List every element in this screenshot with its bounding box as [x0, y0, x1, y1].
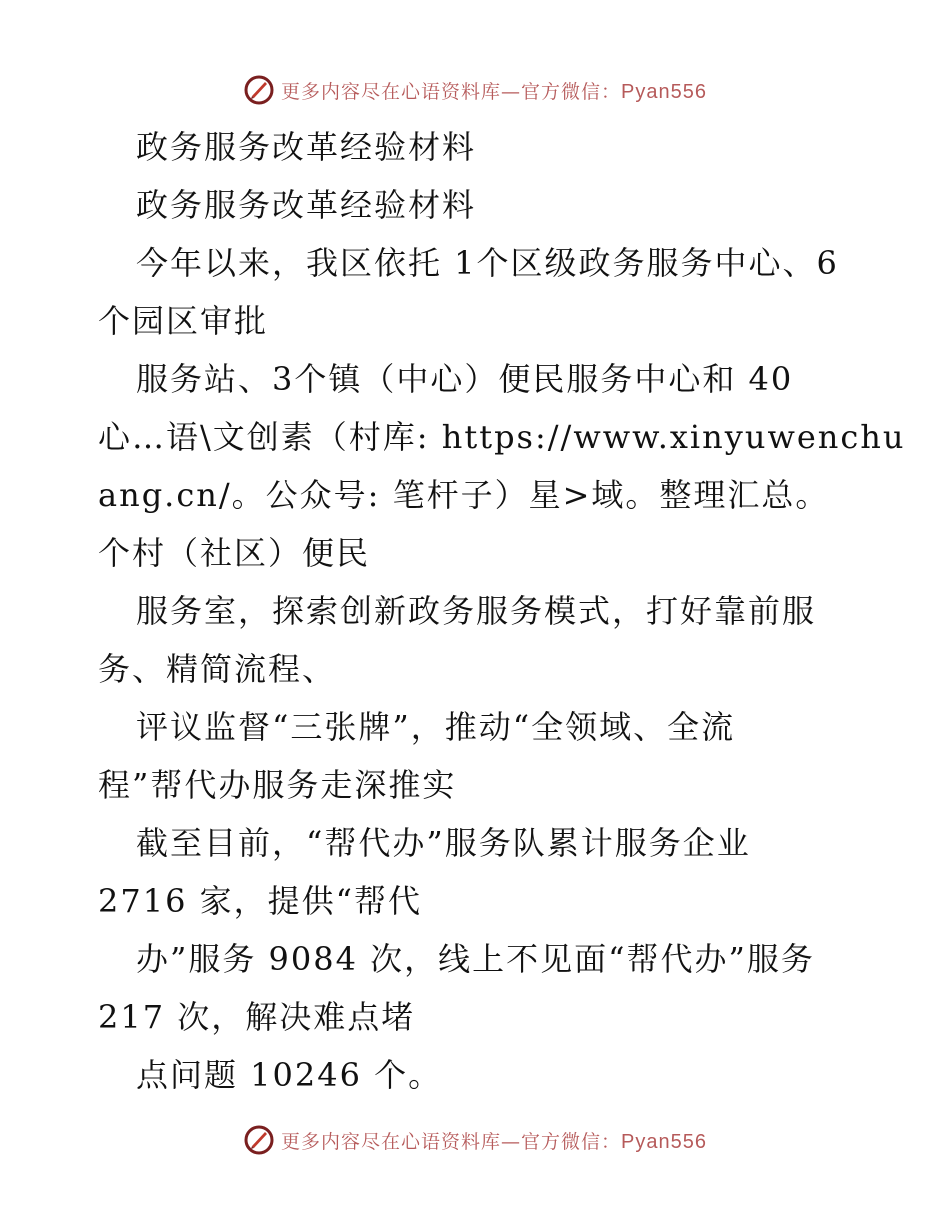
quill-logo-icon [243, 74, 275, 106]
doc-line: 截至目前，“帮代办”服务队累计服务企业 [136, 824, 751, 862]
doc-subtitle: 政务服务改革经验材料 [136, 186, 477, 224]
banner-wechat-id: Pyan556 [621, 1130, 707, 1153]
doc-line: 心…语\文创素（村库: https://www.xinyuwenchu [98, 418, 906, 456]
quill-logo-icon [243, 1124, 275, 1156]
doc-line: 217 次，解决难点堵 [98, 998, 416, 1036]
document-body [98, 118, 906, 1104]
banner-text-main: 更多内容尽在心语资料库—官方微信： [281, 80, 622, 103]
doc-line: 今年以来，我区依托 1个区级政务服务中心、6 [136, 244, 839, 282]
doc-line: 点问题 10246 个。 [136, 1056, 443, 1094]
banner-wechat-id: Pyan556 [621, 80, 707, 103]
banner-text [281, 77, 707, 104]
doc-line: 2716 家，提供“帮代 [98, 882, 422, 920]
header-banner [0, 70, 950, 110]
banner-text [281, 1127, 707, 1154]
doc-title: 政务服务改革经验材料 [136, 128, 477, 166]
doc-line: ang.cn/。公众号: 笔杆子）星>域。整理汇总。 [98, 476, 830, 514]
doc-line: 服务站、3个镇（中心）便民服务中心和 40 [136, 360, 794, 398]
doc-line: 评议监督“三张牌”，推动“全领域、全流 [136, 708, 736, 746]
doc-line: 办”服务 9084 次，线上不见面“帮代办”服务 [136, 940, 815, 978]
banner-text-main: 更多内容尽在心语资料库—官方微信： [281, 1130, 622, 1153]
doc-line: 个园区审批 [98, 302, 269, 340]
doc-line: 程”帮代办服务走深推实 [98, 766, 457, 804]
footer-banner [0, 1120, 950, 1160]
doc-line: 个村（社区）便民 [98, 534, 371, 572]
doc-line: 务、精简流程、 [98, 650, 337, 688]
doc-line: 服务室，探索创新政务服务模式，打好靠前服 [136, 592, 817, 630]
